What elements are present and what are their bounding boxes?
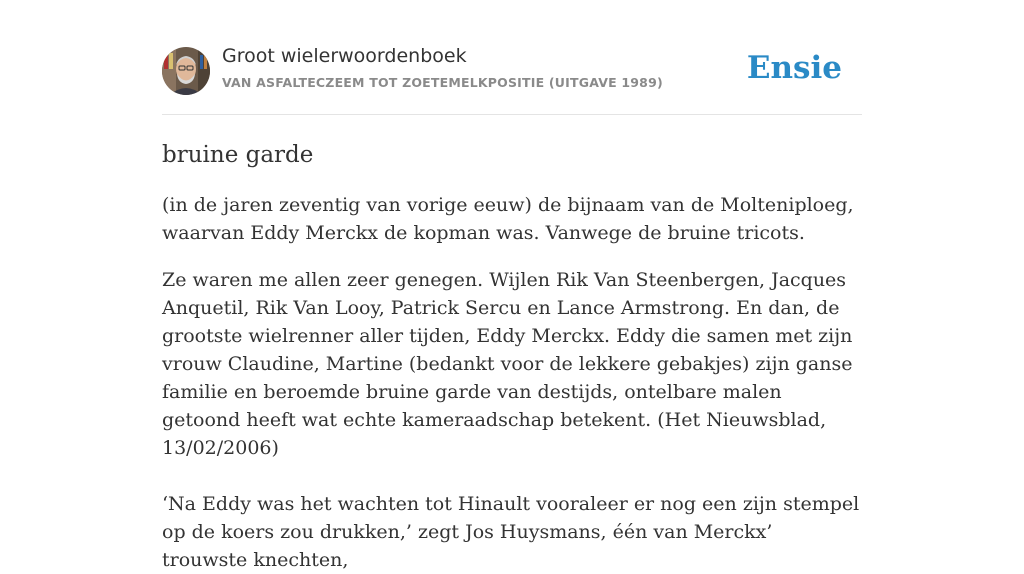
ensie-logo[interactable]: Ensie <box>746 50 842 86</box>
entry-page <box>162 0 862 574</box>
source-subtitle: VAN ASFALTECZEEM TOT ZOETEMELKPOSITIE (UITGAVE 1989) <box>222 75 663 90</box>
source-title[interactable]: Groot wielerwoordenboek <box>222 45 467 67</box>
entry-definition: (in de jaren zeventig van vorige eeuw) de bijnaam van de Molteniploeg, waarvan Eddy Merckx de kopman was. Vanwege de bruine tricots. <box>162 194 854 244</box>
entry-term: bruine garde <box>162 142 314 168</box>
avatar[interactable] <box>162 47 210 95</box>
source-header <box>162 0 862 115</box>
example-quote: Ze waren me allen zeer genegen. Wijlen Rik Van Steenbergen, Jacques Anquetil, Rik Van Looy, Patrick Sercu en Lance Armstrong. En dan, de grootste wielrenner aller tijden, Eddy Merckx. Eddy die samen met zijn vrouw Claudine, Martine (bedankt voor de lekkere gebakjes) zijn ganse familie en beroemde bruine garde van destijds, ontelbare malen getoond heeft wat echte kameraadschap betekent. (Het Nieuwsblad, 13/02/2006) <box>162 269 853 459</box>
example-quote: ‘Na Eddy was het wachten tot Hinault vooraleer er nog een zijn stempel op de koers zou drukken,’ zegt Jos Huysmans, één van Merckx’ trouwste knechten, <box>162 493 860 571</box>
author-portrait-icon <box>162 47 210 95</box>
